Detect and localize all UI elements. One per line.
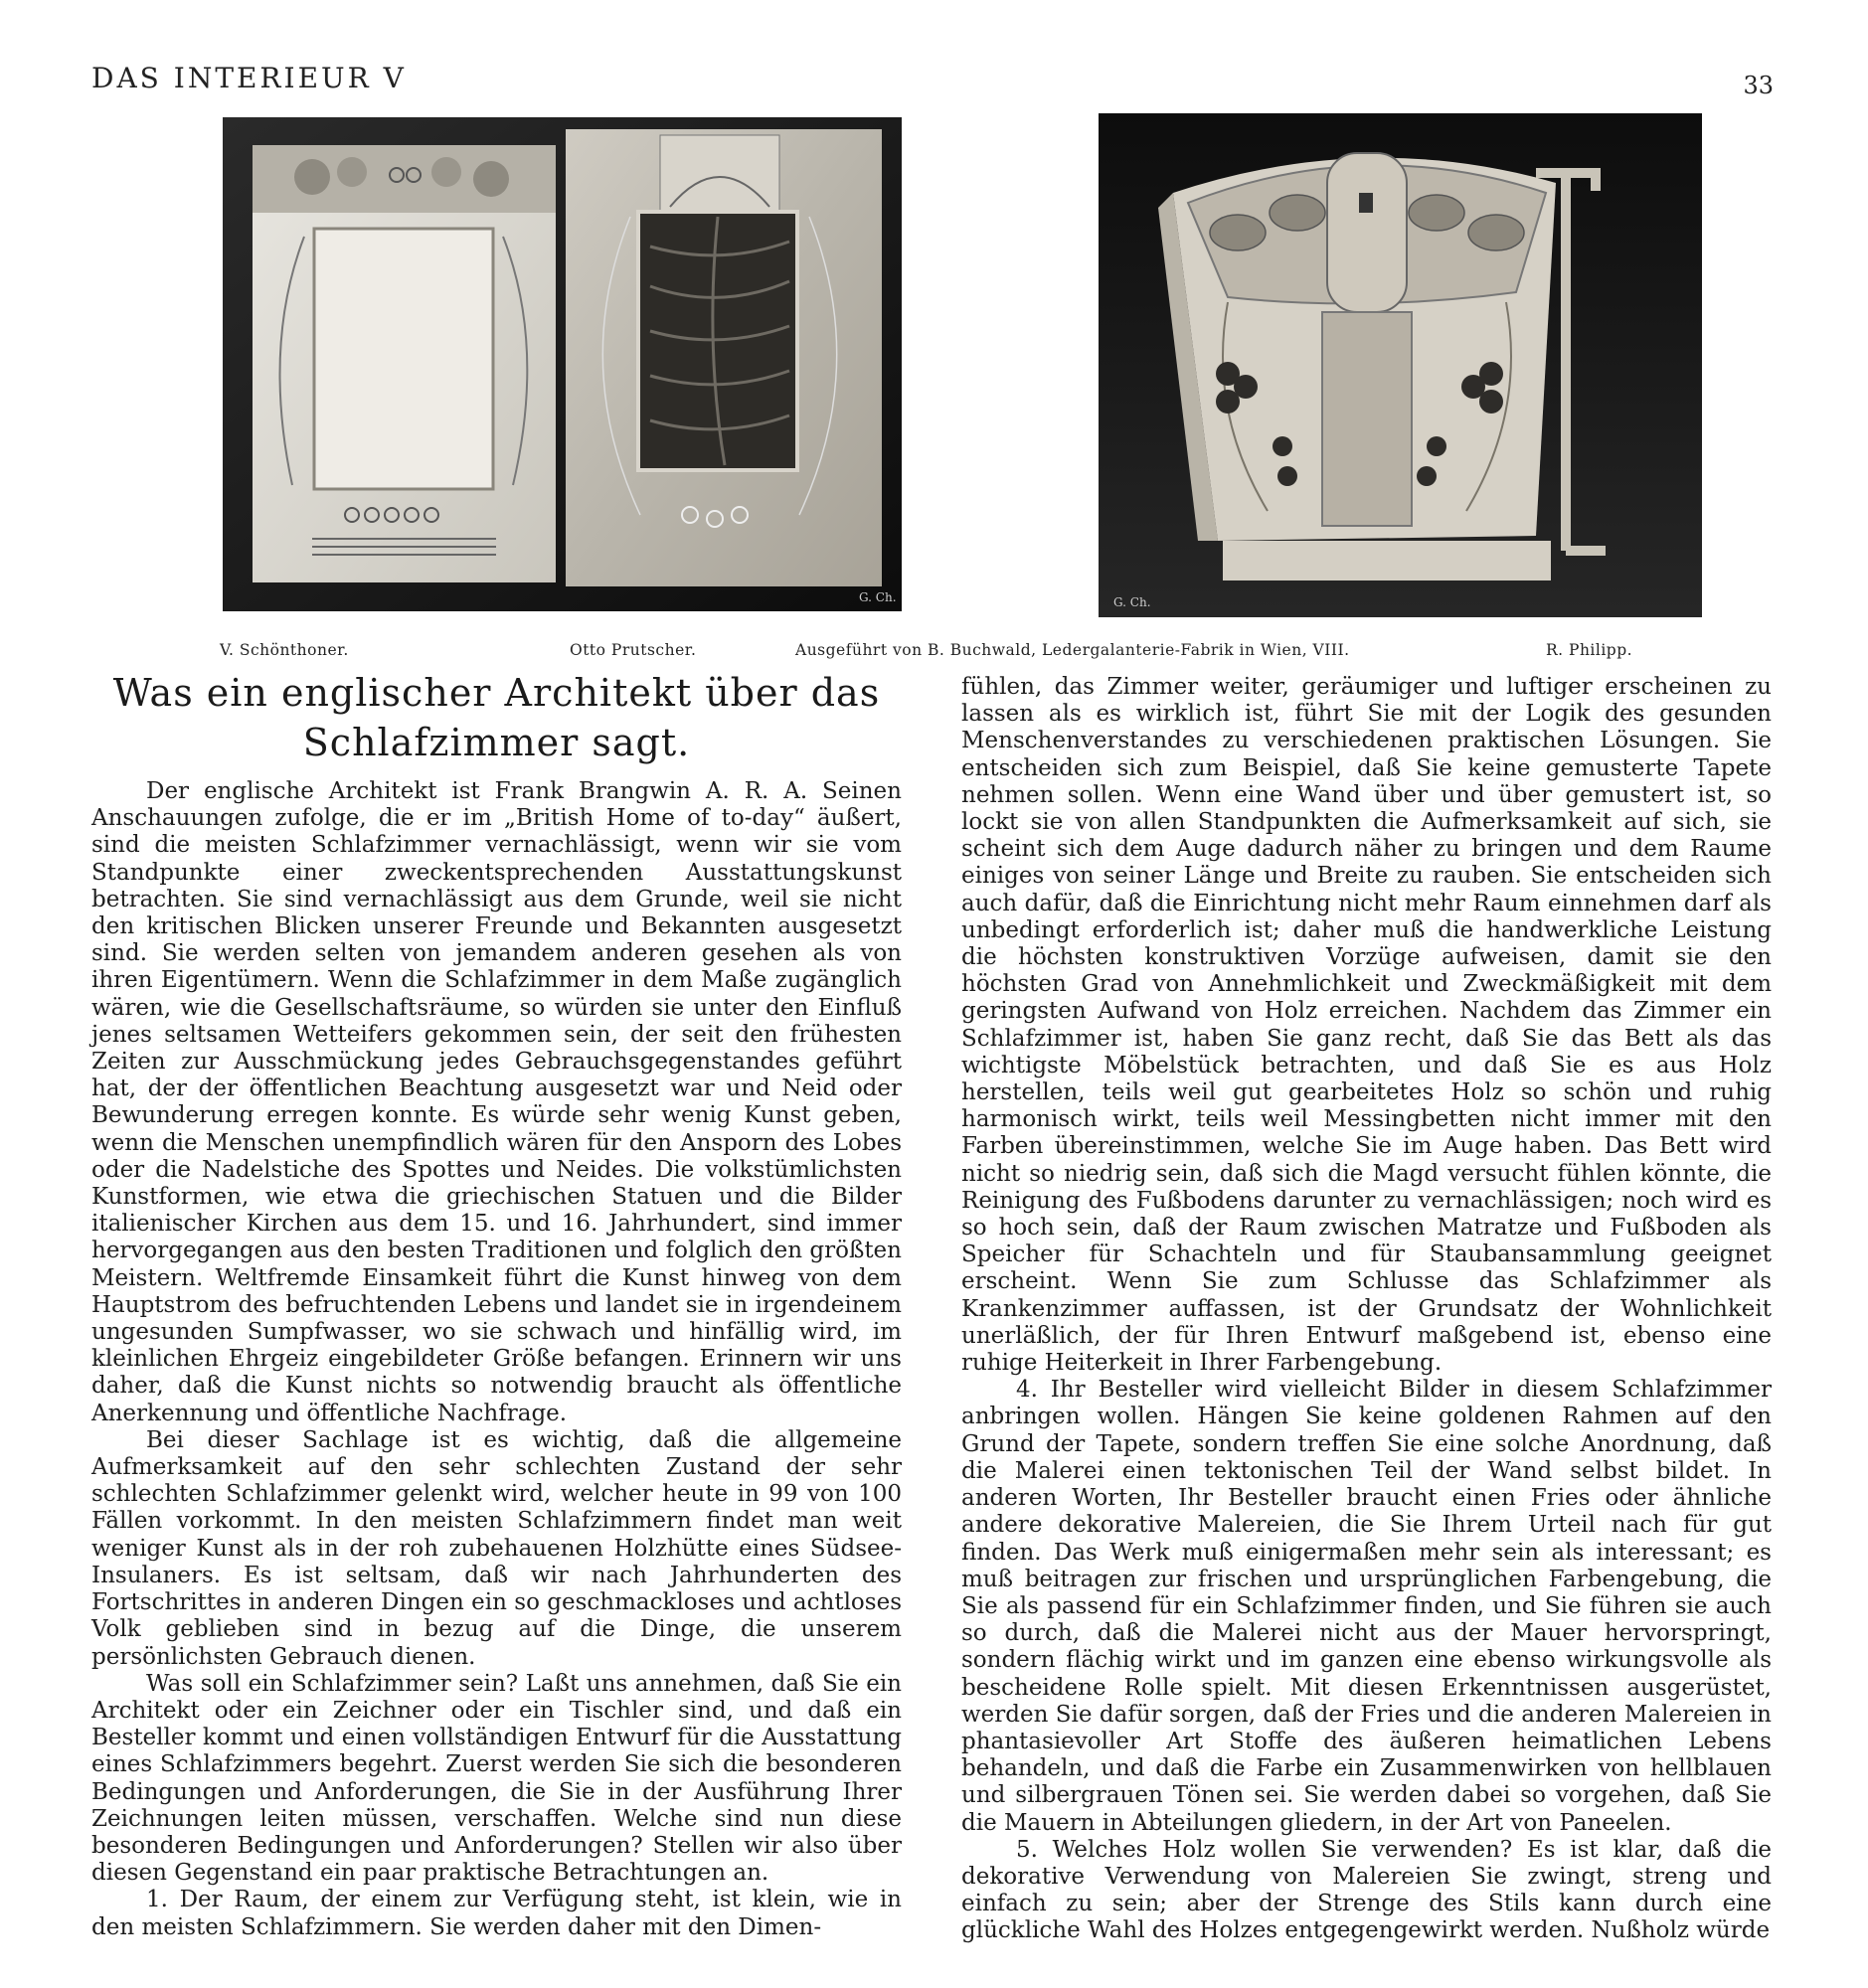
paragraph: 4. Ihr Besteller wird vielleicht Bilder in diesem Schlafzimmer anbringen wollen. Hängen Sie keine goldenen Rahmen auf den Grund der Tapete, sondern treffen Sie eine solche Anordnung, daß die Malerei einen tektonischen Teil der Wand selbst bildet. In anderen Worten, Ihr Besteller braucht einen Fries oder ähnliche andere dekorative Malereien, die Sie Ihrem Urteil nach für gut finden. Das Werk muß einigermaßen mehr sein als interessant; es muß beitragen zur frischen und ursprünglichen Farbengebung, die Sie als passend für ein Schlafzimmer finden, und Sie führen sie auch so durch, daß die Malerei nicht aus der Mauer hervorspringt, sondern flächig wirkt und im ganzen eine ebenso wirkungsvolle als bescheidene Rolle spielt. Mit diesen Erkenntnissen ausgerüstet, werden Sie dafür sorgen, daß der Fries und die anderen Malereien in phantasievoller Art Stoffe des äußeren heimatlichen Lebens behandeln, und daß die Farbe ein Zusammenwirken von hellblauen und silbergrauen Tönen sei. Sie werden dabei so vorgehen, daß Sie die Mauern in Abteilungen gliedern, in der Art von Paneelen. (961, 1377, 1772, 1836)
paragraph: 5. Welches Holz wollen Sie verwenden? Es ist klar, daß die dekorative Verwendung von Malereien Sie zwingt, streng und einfach zu sein; aber der Strenge des Stils kann durch eine glückliche Wahl des Holzes entgegengewirkt werden. Nußholz würde (961, 1836, 1772, 1944)
paragraph: Was soll ein Schlafzimmer sein? Laßt uns annehmen, daß Sie ein Architekt oder ein Zeichner oder ein Tischler sind, und daß ein Besteller kommt und einen vollständigen Entwurf für die Ausstattung eines Schlafzimmers begehrt. Zuerst werden Sie sich die besonderen Bedingungen und Anforderungen, die Sie in der Ausführung Ihrer Zeichnungen leiten müssen, verschaffen. Welche sind nun diese besonderen Bedingungen und Anforderungen? Stellen wir also über diesen Gegenstand ein paar praktische Betrachtungen an. (91, 1670, 902, 1887)
caption-buchwald: Ausgeführt von B. Buchwald, Ledergalanterie-Fabrik in Wien, VIII. (795, 641, 1350, 659)
article-title-line1: Was ein englischer Architekt über das (112, 671, 881, 715)
paragraph: 1. Der Raum, der einem zur Verfügung steht, ist klein, wie in den meisten Schlafzimmern. Sie werden daher mit den Dimen- (91, 1887, 902, 1940)
article-title (91, 668, 902, 767)
paragraph: Bei dieser Sachlage ist es wichtig, daß die allgemeine Aufmerksamkeit auf den sehr schlechten Zustand der sehr schlechten Schlafzimmer gelenkt wird, welcher heute in 99 von 100 Fällen vorkommt. In den meisten Schlafzimmern findet man weit weniger Kunst als in der roh zubehauenen Holzhütte eines Südsee-Insulaners. Es ist seltsam, daß wir nach Jahrhunderten des Fortschrittes in anderen Dingen ein so geschmackloses und achtloses Volk geblieben sind in bezug auf die Dinge, die unserem persönlichsten Gebrauch dienen. (91, 1426, 902, 1670)
photo-frames-illustration (223, 117, 902, 611)
photo-signature-left: G. Ch. (859, 590, 897, 604)
caption-schoenthoner: V. Schönthoner. (220, 641, 349, 659)
page-number: 33 (1743, 72, 1774, 99)
caption-prutscher: Otto Prutscher. (570, 641, 697, 659)
caption-philipp: R. Philipp. (1546, 641, 1633, 659)
running-header: DAS INTERIEUR V (91, 62, 407, 94)
left-column (91, 778, 902, 1941)
paragraph: fühlen, das Zimmer weiter, geräumiger und luftiger erscheinen zu lassen als es wirklich ist, führt Sie mit der Logik des gesunden Menschenverstandes zu verschiedenen praktischen Lösungen. Sie entscheiden sich zum Beispiel, daß Sie keine gemusterte Tapete nehmen sollen. Wenn eine Wand über und über gemustert ist, so lockt sie von allen Standpunkten die Aufmerksamkeit auf sich, sie scheint sich dem Auge dadurch näher zu bringen und dem Raume einiges von seiner Länge und Breite zu rauben. Sie entscheiden sich auch dafür, daß die Einrichtung nicht mehr Raum einnehmen darf als unbedingt erforderlich ist; daher muß die handwerkliche Leistung die höchsten konstruktiven Vorzüge aufweisen, damit sie den höchsten Grad von Annehmlichkeit und Zweckmäßigkeit mit dem geringsten Aufwand von Holz erreichen. Nachdem das Zimmer ein Schlafzimmer ist, haben Sie ganz recht, daß Sie das Bett als das wichtigste Möbelstück betrachten, und daß Sie es aus Holz herstellen, teils weil gut gearbeitetes Holz so schön und ruhig harmonisch wirkt, teils weil Messingbetten nicht immer mit den Farben übereinstimmen, welche Sie im Auge haben. Das Bett wird nicht so niedrig sein, daß sich die Magd versucht fühlen könnte, die Reinigung des Fußbodens darunter zu vernachlässigen; noch wird es so hoch sein, daß der Raum zwischen Matratze und Fußboden als Speicher für Schachteln und für Staubansammlung geeignet erscheint. Wenn Sie zum Schlusse das Schlafzimmer als Krankenzimmer auffassen, ist der Grundsatz der Wohnlichkeit unerläßlich, der für Ihren Entwurf maßgebend ist, ebenso eine ruhige Heiterkeit in Ihrer Farbengebung. (961, 674, 1772, 1377)
photo-leather-box-illustration (1099, 113, 1702, 617)
right-column (961, 674, 1772, 1945)
paragraph: Der englische Architekt ist Frank Brangwin A. R. A. Seinen Anschauungen zufolge, die er im „British Home of to-day“ äußert, sind die meisten Schlafzimmer vernachlässigt, wenn wir sie vom Standpunkte einer zweckentsprechenden Ausstattungskunst betrachten. Sie sind vernachlässigt aus dem Grunde, weil sie nicht den kritischen Blicken unserer Freunde und Bekannten ausgesetzt sind. Sie werden selten von jemandem anderen gesehen als von ihren Eigentümern. Wenn die Schlafzimmer in dem Maße zugänglich wären, wie die Gesellschaftsräume, so würden sie unter den Einfluß jenes seltsamen Wetteifers gekommen sein, der seit den frühesten Zeiten zur Ausschmückung jedes Gebrauchsgegenstandes geführt hat, der der öffentlichen Beachtung ausgesetzt war und Neid oder Bewunderung erregen konnte. Es würde sehr wenig Kunst geben, wenn die Menschen unempfindlich wären für den Ansporn des Lobes oder die Nadelstiche des Spottes und Neides. Die volkstümlichsten Kunstformen, wie etwa die griechischen Statuen und die Bilder italienischer Kirchen aus dem 15. und 16. Jahrhundert, sind immer hervorgegangen aus den besten Traditionen und folglich den größten Meistern. Weltfremde Einsamkeit führt die Kunst hinweg von dem Hauptstrom des befruchtenden Lebens und landet sie in irgendeinem ungesunden Sumpfwasser, wo sie schwach und hinfällig wird, im kleinlichen Ehrgeiz eingebildeter Größe befangen. Erinnern wir uns daher, daß die Kunst nichts so notwendig braucht als öffentliche Anerkennung und öffentliche Nachfrage. (91, 778, 902, 1426)
photo-signature-right: G. Ch. (1113, 595, 1151, 609)
photo-frames (223, 117, 902, 611)
photo-leather-box (1099, 113, 1702, 617)
article-title-line2: Schlafzimmer sagt. (302, 721, 691, 764)
